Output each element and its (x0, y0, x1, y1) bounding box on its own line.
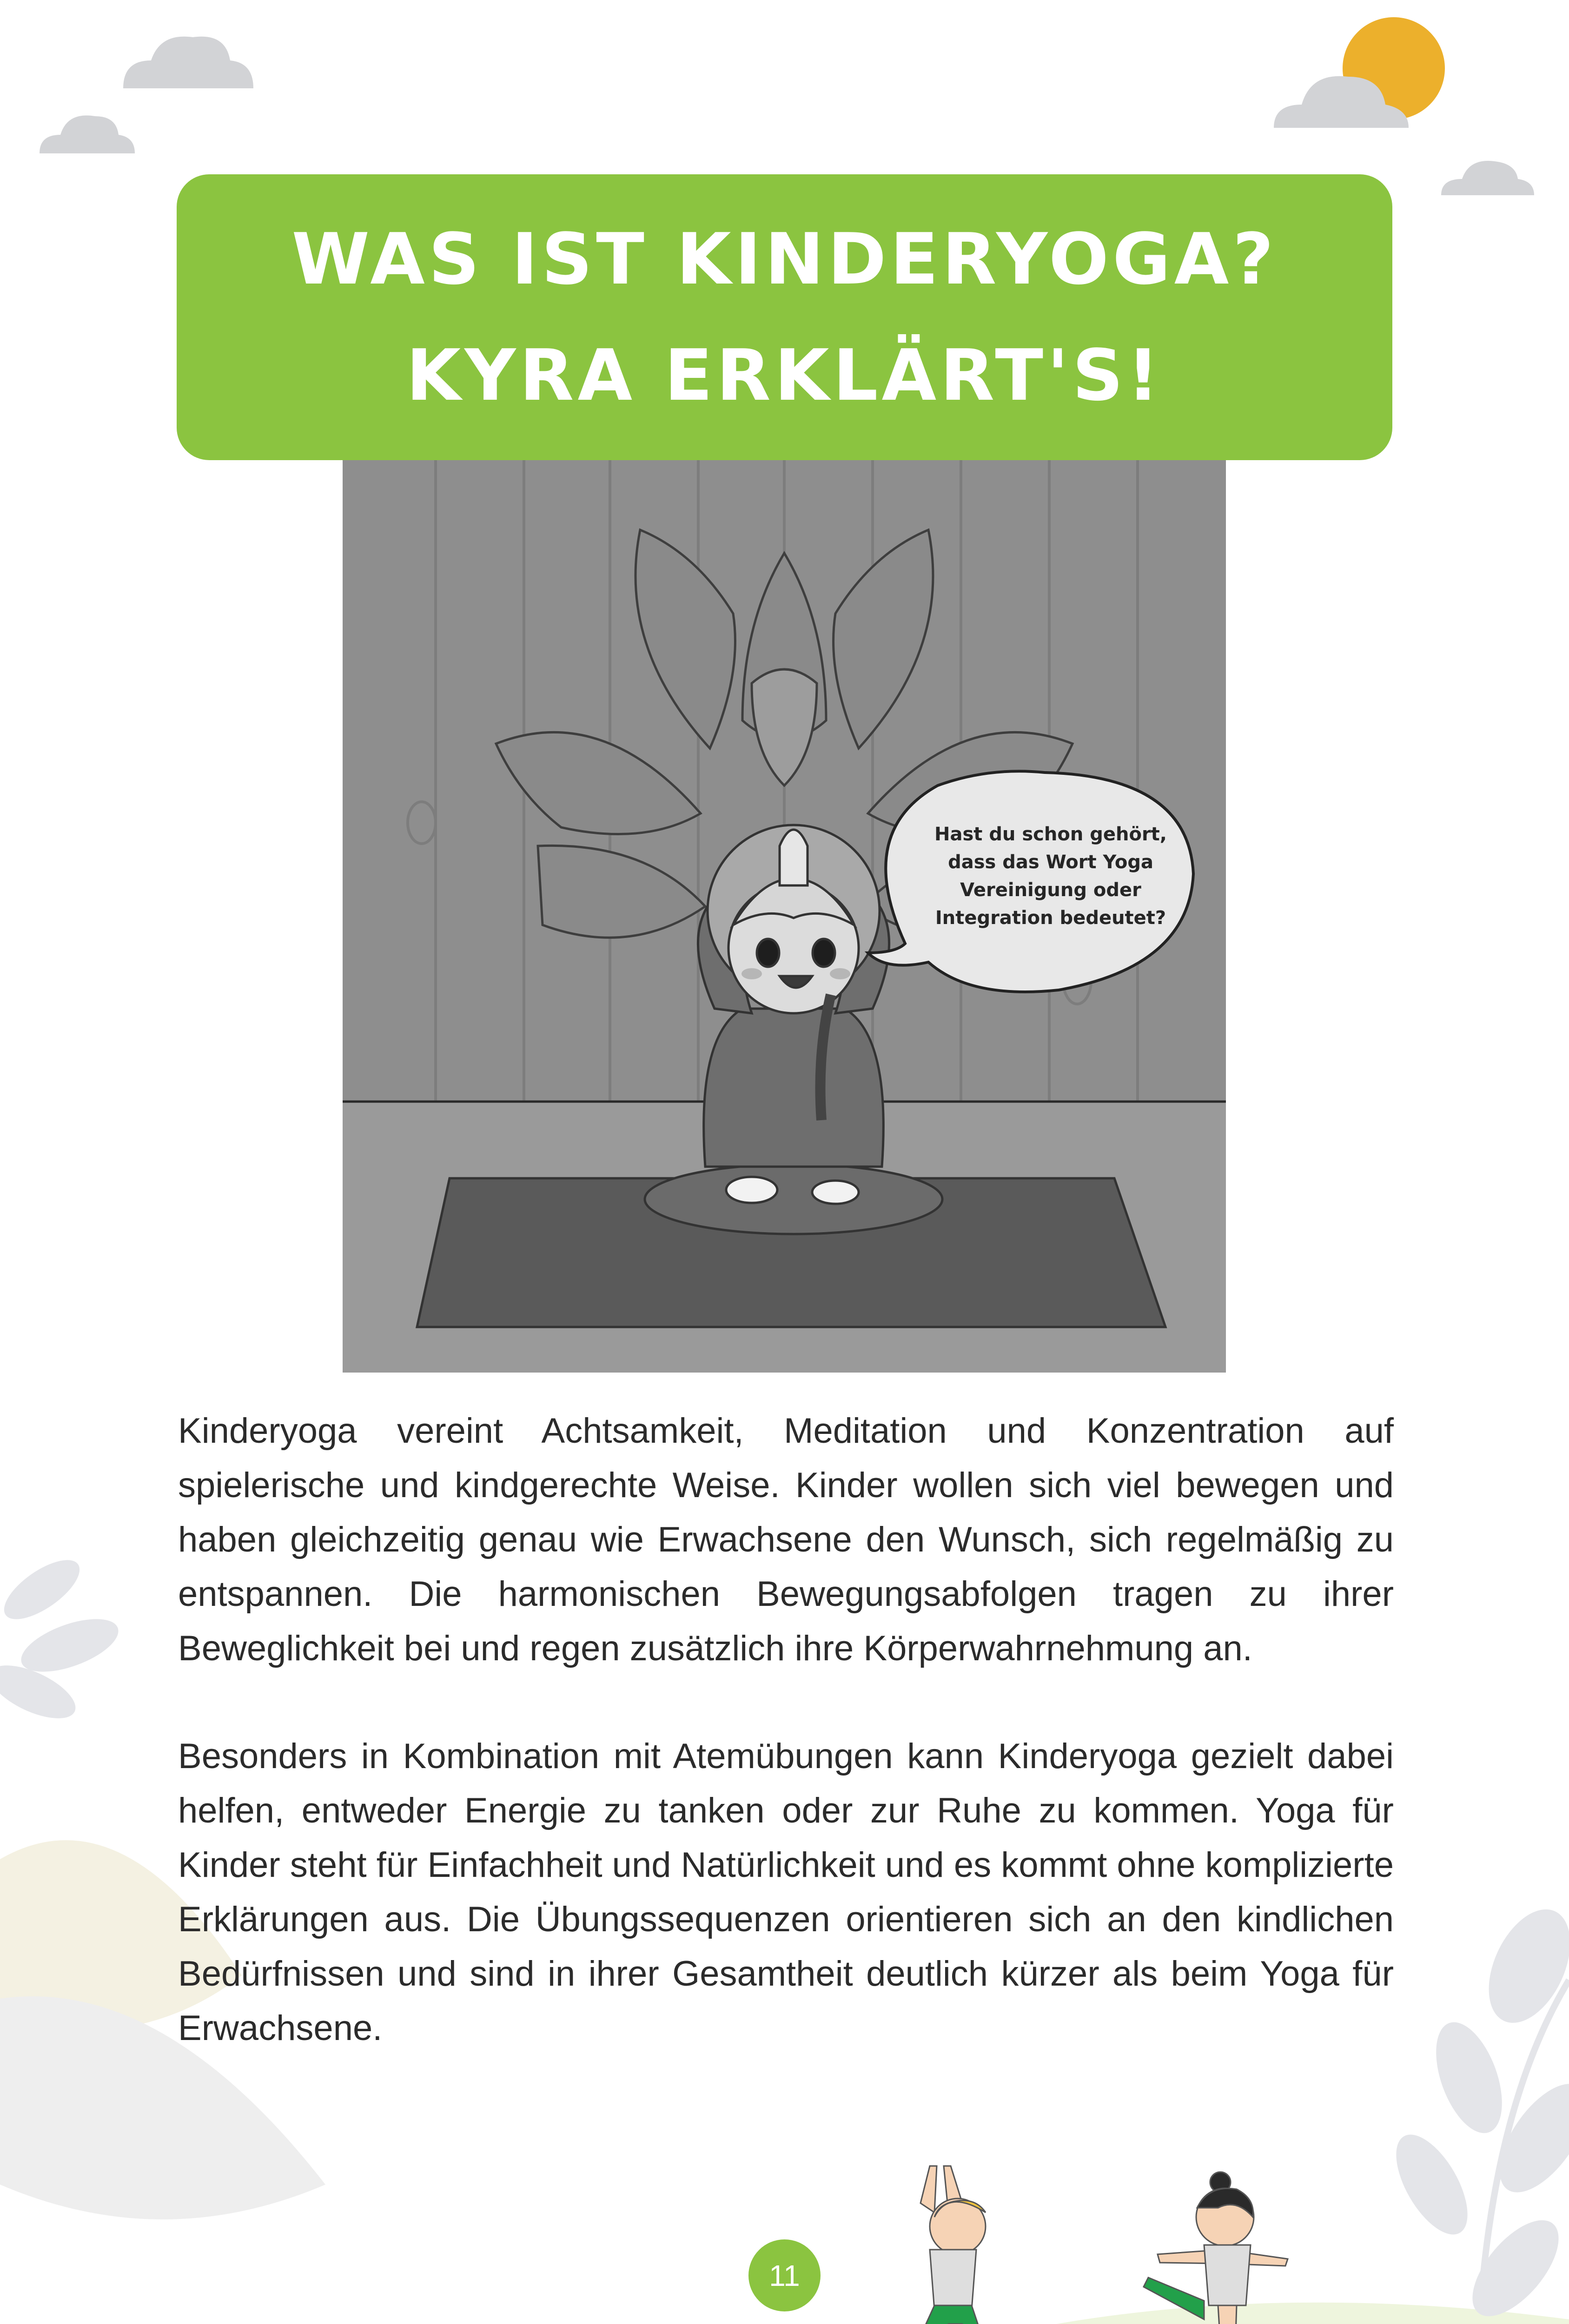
leaf-decoration-right (1382, 1896, 1569, 2324)
yoga-kids-illustration (851, 2138, 1316, 2324)
page-title: WAS IST KINDERYOGA? KYRA ERKLÄRT'S! (291, 218, 1278, 416)
speech-line: Vereinigung oder (960, 879, 1141, 901)
cloud-icon (123, 37, 253, 88)
speech-bubble-text (923, 820, 1178, 932)
speech-line: Hast du schon gehört, (934, 824, 1167, 845)
cloud-icon (1441, 161, 1534, 195)
girl-figure (1144, 2172, 1288, 2324)
cloud-icon (40, 115, 135, 153)
page-number-badge (748, 2239, 821, 2311)
title-banner (177, 174, 1392, 460)
page-number: 11 (769, 2258, 800, 2292)
body-paragraph: Besonders in Kombination mit Atemübungen kann Kinderyoga gezielt dabei helfen, entweder Energie zu tanken oder zur Ruhe zu kommen. Yoga für Kinder steht für Einfachheit und Natürlichkeit und es kommt ohne komplizierte Erklärungen aus. Die Übungssequenzen orientieren sich an den kindlichen Bedürfnissen und sind in ihrer Gesamtheit deutlich kürzer als beim Yoga für Erwachsene. (178, 1736, 1394, 2048)
boy-figure (902, 2166, 1002, 2324)
body-paragraph: Kinderyoga vereint Achtsamkeit, Meditation und Konzentration auf spielerische und kindgerechte Weise. Kinder wollen sich viel bewegen und haben gleichzeitig genau wie Erwachsene den Wunsch, sich regelmäßig zu entspannen. Die harmonischen Bewegungsabfolgen tragen zu ihrer Beweglichkeit bei und regen zusätzlich ihre Körperwahrnehmung an. (178, 1411, 1394, 1668)
speech-line: Integration bedeutet? (935, 907, 1166, 929)
speech-line: dass das Wort Yoga (948, 852, 1153, 873)
